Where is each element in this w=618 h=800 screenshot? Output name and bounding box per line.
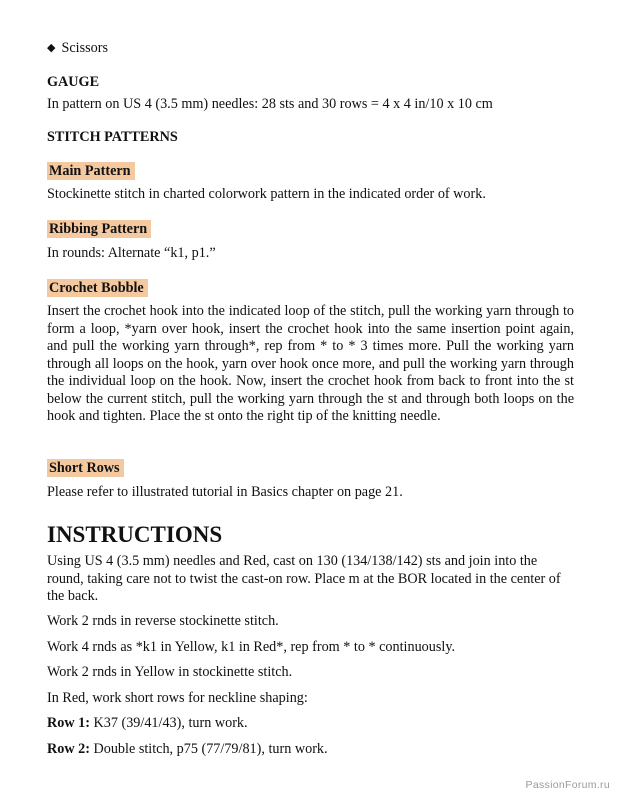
- crochet-bobble-text: Insert the crochet hook into the indicated loop of the stitch, pull the working yarn through to form a loop, *yarn over hook, insert the crochet hook into the same insertion point again, and pull the working yarn through*, rep from * to * 3 times more. Pull the working yarn through all loops on the hook, yarn over hook once more, and pull the working yarn through the individual loop on the hook. Now, insert the crochet hook from back to front into the st below the current stitch, pull the working yarn through the st and through both loops on the hook and tighten. Place the st onto the right tip of the knitting needle.: [47, 303, 574, 424]
- row-2-label: Row 2:: [47, 741, 90, 757]
- instructions-heading: INSTRUCTIONS: [47, 522, 223, 547]
- row-1-text: K37 (39/41/43), turn work.: [89, 715, 248, 731]
- main-pattern-text: Stockinette stitch in charted colorwork pattern in the indicated order of work.: [47, 186, 486, 202]
- main-pattern-label-row: [47, 162, 574, 181]
- instructions-paragraph: Work 4 rnds as *k1 in Yellow, k1 in Red*, rep from * to * continuously.: [47, 639, 456, 655]
- ribbing-pattern-label-row: [47, 220, 574, 239]
- diamond-bullet-icon: ◆: [47, 42, 56, 54]
- watermark: PassionForum.ru: [525, 778, 610, 791]
- instructions-paragraph: Work 2 rnds in reverse stockinette stitch.: [47, 613, 279, 629]
- short-rows-text: Please refer to illustrated tutorial in Basics chapter on page 21.: [47, 484, 403, 500]
- row-1-instruction: [47, 715, 574, 733]
- main-pattern-label: Main Pattern: [47, 162, 135, 180]
- ribbing-pattern-text: In rounds: Alternate “k1, p1.”: [47, 245, 216, 261]
- gauge-heading: GAUGE: [47, 74, 100, 90]
- crochet-bobble-label: Crochet Bobble: [47, 279, 148, 297]
- row-1-label: Row 1:: [47, 715, 90, 731]
- row-2-instruction: [47, 741, 574, 759]
- materials-bullet-item: [47, 40, 574, 59]
- ribbing-pattern-label: Ribbing Pattern: [47, 220, 151, 238]
- crochet-bobble-label-row: [47, 279, 574, 298]
- stitch-patterns-heading: STITCH PATTERNS: [47, 129, 178, 145]
- instructions-paragraph: Using US 4 (3.5 mm) needles and Red, cast on 130 (134/138/142) sts and join into the round, taking care not to twist the cast-on row. Place m at the BOR located in the center of the back.: [47, 553, 561, 604]
- bullet-text: Scissors: [61, 40, 108, 56]
- gauge-text: In pattern on US 4 (3.5 mm) needles: 28 sts and 30 rows = 4 x 4 in/10 x 10 cm: [47, 96, 493, 112]
- short-rows-label-row: [47, 459, 574, 478]
- short-rows-label: Short Rows: [47, 459, 124, 477]
- instructions-paragraph: In Red, work short rows for neckline shaping:: [47, 690, 308, 706]
- instructions-paragraph: Work 2 rnds in Yellow in stockinette stitch.: [47, 664, 293, 680]
- row-2-text: Double stitch, p75 (77/79/81), turn work.: [89, 741, 328, 757]
